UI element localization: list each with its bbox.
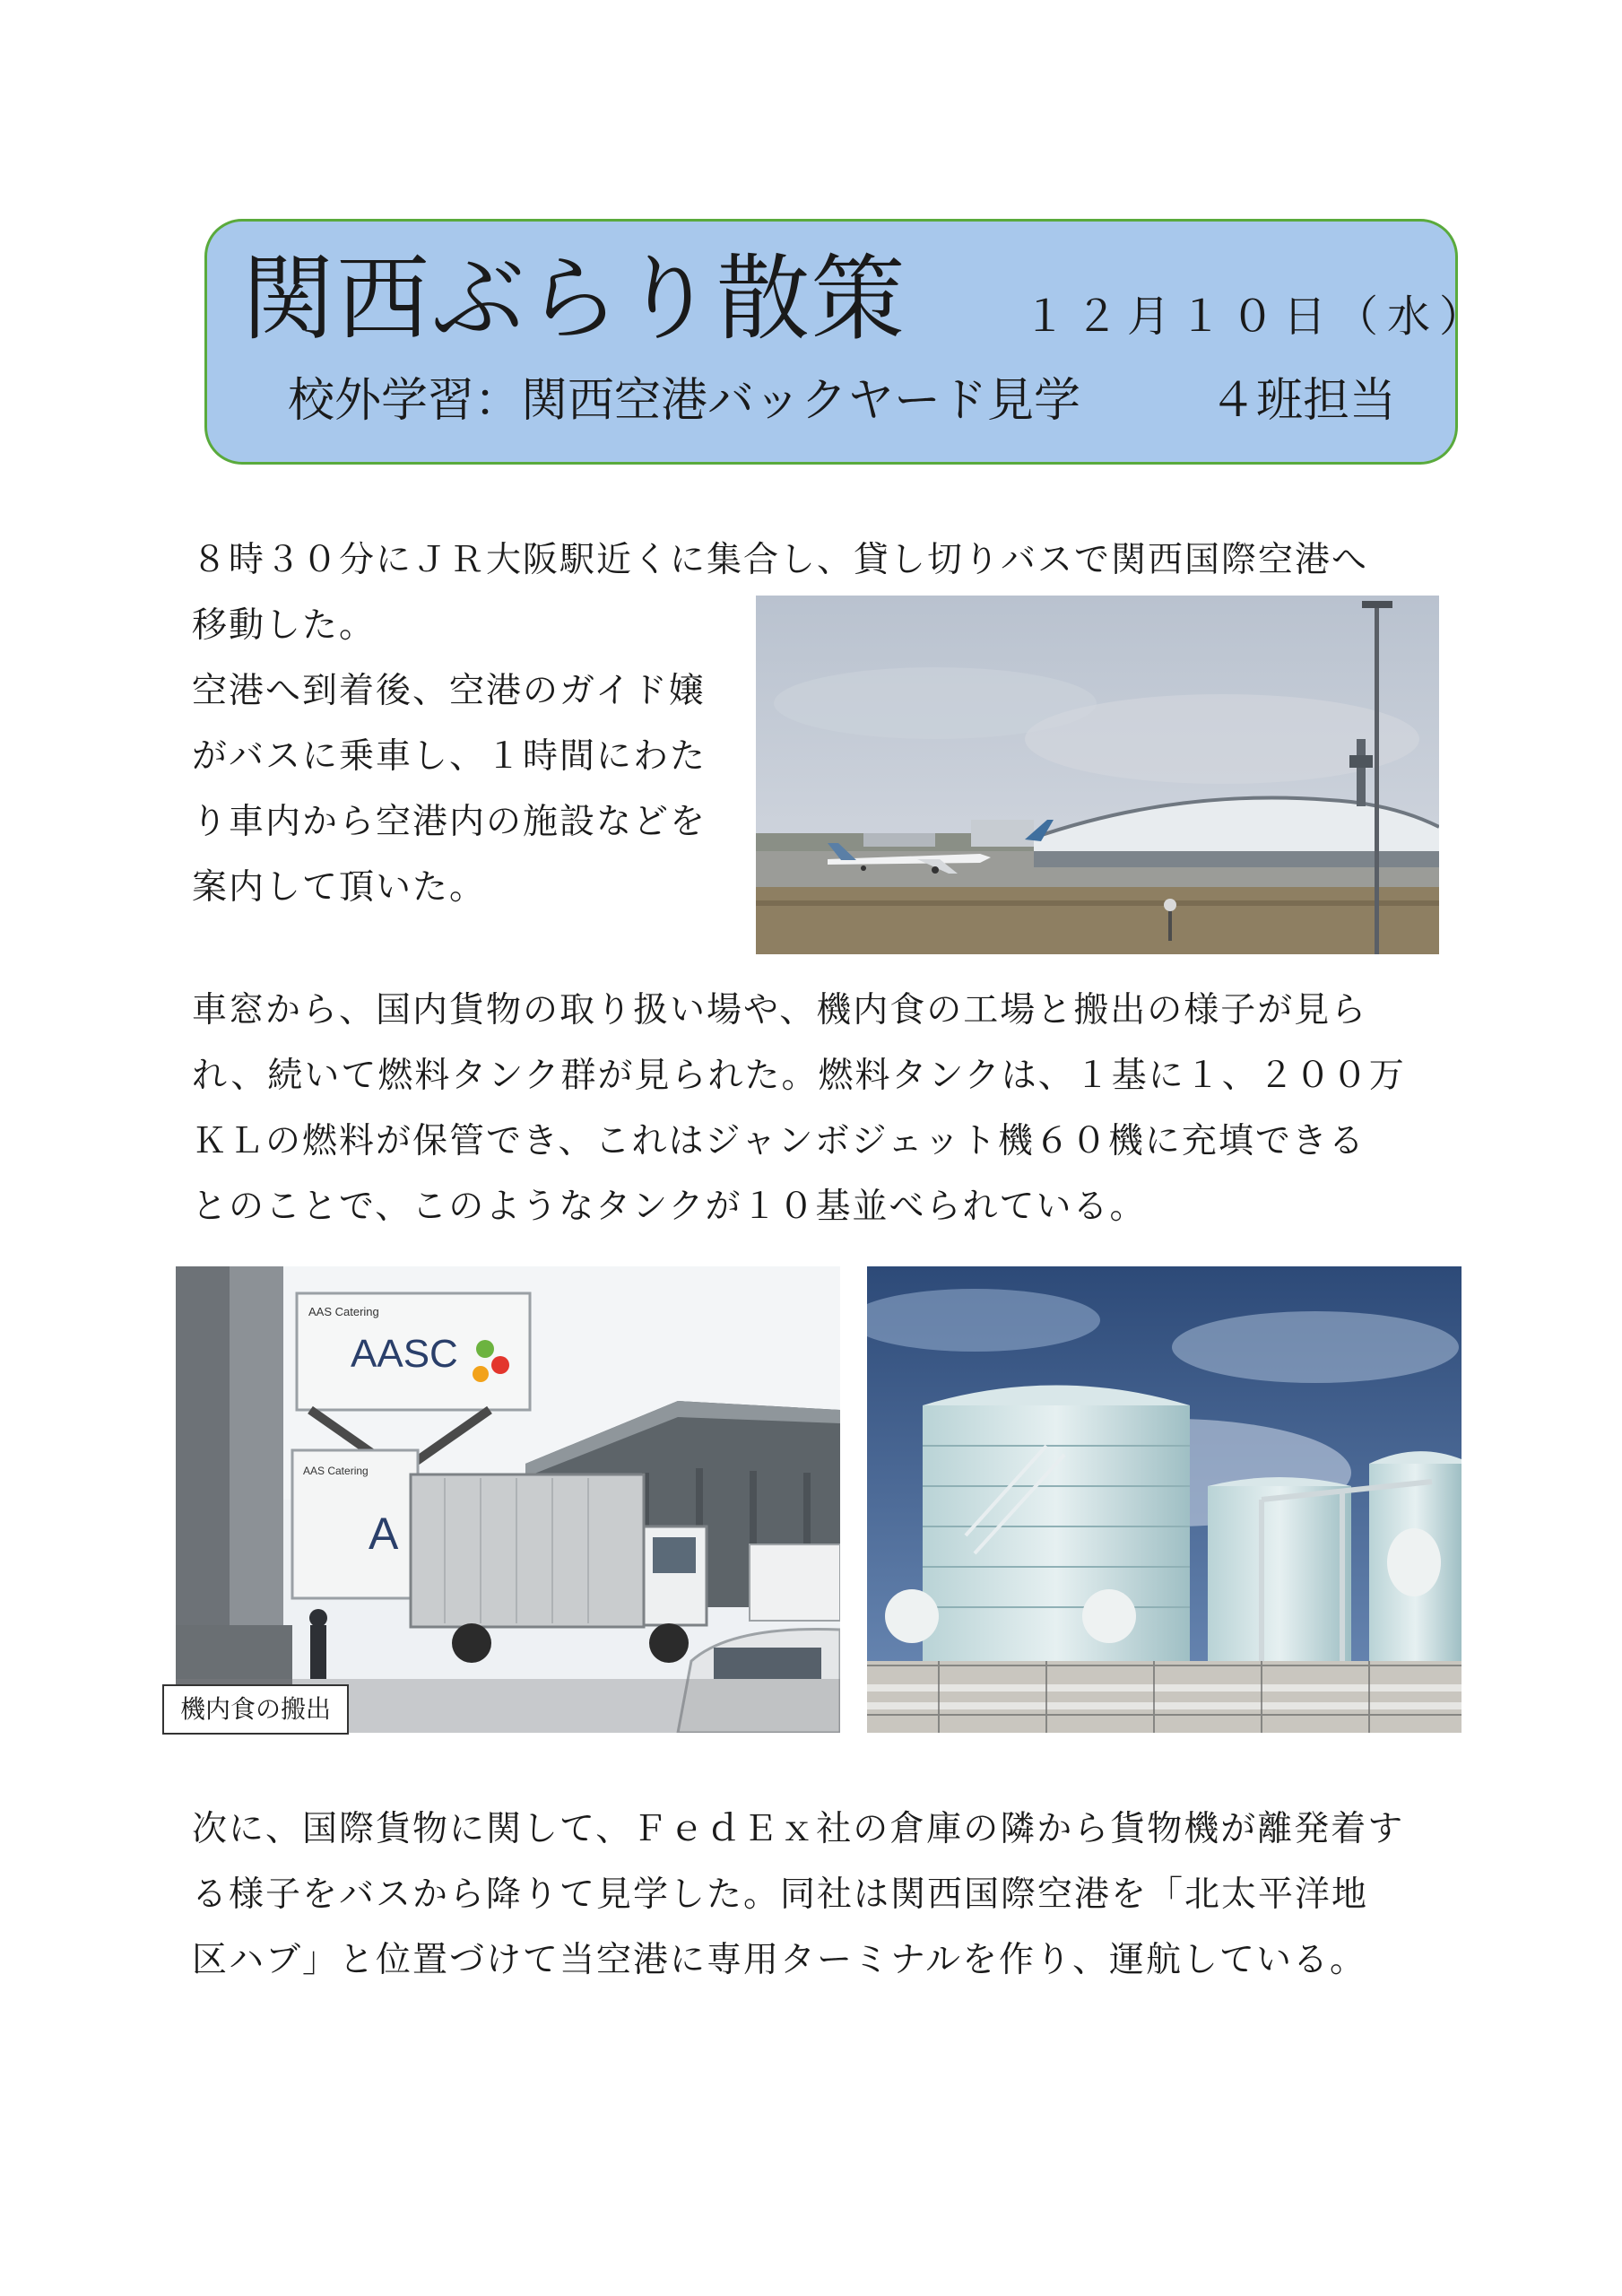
paragraph1-line1: ８時３０分にＪＲ大阪駅近くに集合し、貸し切りバスで関西国際空港へ (192, 540, 1369, 580)
paragraph1-line6: 案内して頂いた。 (192, 867, 487, 908)
catering-logo: AASC (351, 1332, 458, 1376)
svg-text:AAS Catering: AAS Catering (303, 1465, 369, 1477)
team-label: ４班担当 (1210, 374, 1397, 428)
paragraph1-line2: 移動した。 (192, 605, 377, 646)
svg-text:A: A (369, 1509, 399, 1559)
page-title: 関西ぶらり散策 (241, 244, 907, 353)
airport-terminal-photo (756, 596, 1439, 954)
date-label: １２月１０日（水） (1023, 291, 1492, 342)
paragraph2-line4: とのことで、このようなタンクが１０基並べられている。 (192, 1187, 1147, 1227)
catering-logo-small: AAS Catering (308, 1305, 379, 1318)
paragraph2-line1: 車窓から、国内貨物の取り扱い場や、機内食の工場と搬出の様子が見ら (192, 990, 1368, 1031)
paragraph1-line3: 空港へ到着後、空港のガイド嬢 (192, 671, 706, 711)
paragraph2-line2: れ、続いて燃料タンク群が見られた。燃料タンクは、１基に１、２００万 (192, 1056, 1406, 1096)
catering-photo-caption: 機内食の搬出 (162, 1684, 349, 1735)
fuel-tanks-photo (867, 1266, 1462, 1733)
header-box (204, 219, 1492, 465)
paragraph2-line3: ＫＬの燃料が保管でき、これはジャンボジェット機６０機に充填できる (192, 1121, 1366, 1161)
subtitle: 校外学習：関西空港バックヤード見学 (288, 374, 1081, 428)
paragraph3-line3: 区ハブ」と位置づけて当空港に専用ターミナルを作り、運航している。 (192, 1940, 1367, 1980)
paragraph3-line1: 次に、国際貨物に関して、ＦｅｄＥｘ社の倉庫の隣から貨物機が離発着す (192, 1809, 1405, 1849)
paragraph1-line5: り車内から空港内の施設などを (192, 802, 707, 842)
paragraph3-line2: る様子をバスから降りて見学した。同社は関西国際空港を「北太平洋地 (192, 1874, 1369, 1915)
catering-truck-photo (176, 1266, 840, 1733)
paragraph1-line4: がバスに乗車し、１時間にわた (192, 736, 707, 777)
